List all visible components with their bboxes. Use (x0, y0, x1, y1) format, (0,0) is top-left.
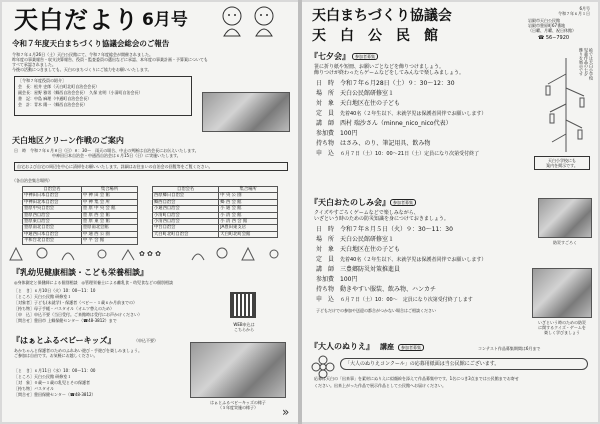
babykids-heading: 『はぁとふるベビーキッズ』 (12, 336, 116, 345)
right-page (302, 2, 598, 422)
coloring-heading: 『大人のぬりえ』 (310, 342, 374, 351)
officer-line: 会 計：青木 陽一（郷西自治会会長） (18, 102, 88, 107)
table-row: 中通西日本自治会 中 通 西 公 園 (23, 231, 138, 237)
tanabata-details (316, 80, 556, 160)
col-header: 集合場所 (219, 187, 278, 193)
col-header: 自治会名 (23, 187, 82, 193)
tanabata-tag: 参加者募集 (352, 53, 378, 60)
table-row: 豊原西自治会 豊 原 西 会 館 (23, 212, 138, 218)
table-row: 豊原南北自治会 豊原南北会館 (23, 225, 138, 231)
coloring-tag: 参加者募集 (398, 344, 424, 351)
qr-code[interactable] (230, 292, 256, 318)
issue-date: 6月号 令和７年６月１日 (558, 6, 590, 16)
school-notice: 天白小学校にも 案内を掲示です。 (534, 156, 590, 170)
detail-row: 講 師 三豊郷防災対策推進員 (316, 266, 401, 273)
contest-period: コンテスト作品募集期間は6月まで (478, 346, 541, 351)
text-line: いざという時のための防災知識を身につけておきましょう。 (314, 216, 449, 223)
consult-heading: 『乳幼児健康相談・こども栄養相談』 (12, 268, 148, 277)
newsletter-title: 天白だより (14, 6, 139, 34)
photo-caption: はぁとふるベビーキッズの様子 （５年度実施の様子） (210, 400, 266, 410)
issue-label: 6月号 (142, 10, 188, 30)
coloring-suffix: 講座 (380, 343, 394, 351)
babykids-photo (190, 342, 286, 398)
otanoshimi-heading: 『天白おたのしみ会』 (310, 198, 390, 207)
detail-row: 講 師 西村 瑞沙さん（minne_nico_nico代表） (316, 120, 452, 127)
detail-line: ［持ち物］バスタオル (14, 386, 54, 391)
text-line: クイズやすごろくゲームなどで楽しみながら、 (314, 210, 419, 216)
tanabata-heading: 『七夕会』 (310, 52, 350, 61)
assembly-table-title: （各自治会集合場所） (12, 178, 52, 183)
table-row: 西原郷日自治会 中 央 公 園 (153, 193, 278, 199)
text-line: 笹に折り紙や短冊、お願いごとなどを飾りつけましょう。 (314, 64, 445, 70)
text-line: ください。出来上がった作品で展示作品として公民館へお届けください。 (314, 383, 446, 388)
officer-line: 副会長：星野 雅男（郷西自治会会長） 久保 宏明（小清町自治会長） (18, 90, 143, 95)
text-line: 令和７年４月26日（土）天白公民館にて、令和７年度総会が開催されました。 (12, 52, 154, 57)
kids-illustration (216, 4, 282, 38)
text-line: すべて承認されました。 (12, 62, 56, 67)
detail-line: ［問合せ］豊田保健センター（☎48-3812） (14, 392, 96, 397)
detail-row: 申 込 ６月７日（土）10：00〜 定員になり次第受付終了します (316, 296, 473, 303)
detail-line: ［対象者］子ども(未就学)・保護者（ベビー・１歳６か月前までの） (14, 300, 137, 305)
detail-line: ［ところ］天白公民館 研修室１ (14, 374, 72, 379)
assembly-table-left (22, 186, 138, 245)
decorative-band (2, 242, 298, 264)
cleanup-heading: 天白地区クリーン作戦のご案内 (12, 136, 124, 145)
detail-line: ［と き］６月10日（火）10：00〜11：10 (14, 288, 96, 293)
detail-line: ［申 込］申込不要（当日受付。ご来館時は受付にお声かけください） (14, 312, 142, 317)
col-header: 集合場所 (81, 187, 137, 193)
detail-line: ［持ち物］母子手帳・バスタオル（オムツ替えのため） (14, 306, 114, 311)
general-meeting-heading: 令和７年度天白まちづくり協議会総会のご報告 (12, 39, 170, 48)
consult-sub: ◎身体測定と保健師による個別相談 ◎管理栄養士による離乳食・幼児食などの個別相談 (14, 280, 173, 285)
table-row: 中神田日本自治会 中 神 田 会 館 (23, 193, 138, 199)
table-row: 小通西自治会 小 通 会 館 (153, 206, 278, 212)
coloring-body (314, 376, 594, 388)
text-line: 中神田日本自治会・中通西自治会は６月15日（日）に実施いたします。 (52, 153, 181, 158)
quiz-photo (532, 268, 592, 318)
detail-row: 申 込 ６月７日（土）10：00〜21日（土）定員になり次第受付終了 (316, 150, 480, 157)
text-line: 応募は天白の「出来事」を素材にぬりえに似顔絵を添えて作品募集中です。1名につき3点までは公民館までお寄せ (314, 376, 519, 381)
sugoroku-caption: 防災すごろく (553, 240, 577, 245)
table-row: 中神田北本自治会 中 神 集 会 所 (23, 199, 138, 205)
quiz-caption: いざという時のための防災 に関するクイズ・ゲームを 楽しく学びましょう (538, 320, 586, 335)
otanoshimi-tag: 参加者募集 (390, 199, 416, 206)
detail-row: 日 時 令和７年８月５日（火）９：30〜11：30 (316, 226, 453, 233)
babykids-body (14, 348, 174, 358)
sugoroku-photo (538, 198, 592, 238)
hall-name: 天 白 公 民 館 (312, 28, 438, 44)
text-line: 昨年度の事業報告・収支決算報告、役員・監査委員の選出などに承認、本年度の事業計画・予算案についても (12, 57, 208, 62)
text-line: ご参加は自由です。お気軽にお越しください。 (14, 353, 98, 358)
detail-row: 参加費 100円 (316, 130, 358, 137)
otanoshimi-details (316, 226, 556, 306)
detail-row: 対 象 天白地区在住の子ども (316, 246, 401, 253)
detail-row: 対 象 天白地区在住の子ども (316, 100, 401, 107)
table-row: 豊原東自治会 豊 原 東 会 館 (23, 219, 138, 225)
table-row: 平和台北自治会 中 平 会 館 (23, 238, 138, 244)
detail-row: 日 時 令和７年６月28日（土）９：30〜12：30 (316, 80, 455, 87)
consult-details (14, 288, 220, 323)
table-row: 小清町自治会 小 清 会 館 (153, 212, 278, 218)
officer-line: 書 記：中島 麻理（中通町自治会会長） (18, 96, 92, 101)
vertical-note: 絵では天白小学校 児童作品の七夕 飾りを展示です (579, 48, 594, 80)
hall-address: 岩殿市天白公民館 岩殿市豊原町67番地 （日曜、月曜、祝日休館） (528, 18, 576, 33)
officers-title: ［令和７年度役員の紹介］ (18, 78, 66, 83)
assembly-table-right (152, 186, 278, 238)
coloring-invite-box: 「大人のぬりえコンクール」の応募用紙面は当公民館にございます。 (340, 358, 588, 370)
text-line: 日 時 令和７年６月８日（日）８：30〜 雨天の場合、中止の判断は自治会長にお伝えいたします。 (14, 148, 199, 153)
text-line: 飾りつけが終わったらゲームなどをしてみんなで楽しみましょう。 (314, 70, 464, 77)
table-row: 天白町北町自治会 天白町北町会館 (153, 231, 278, 237)
babykids-details (14, 368, 174, 397)
table-row: 中台自治会 JA豊田東支店 (153, 225, 278, 231)
officer-line: 会 長：松井 史郎（天白町北町自治会会長） (18, 84, 100, 89)
general-meeting-body (12, 52, 294, 72)
babykids-note: （申込不要） (134, 338, 158, 343)
detail-line: ［対 象］０歳〜１歳の乳児とその保護者 (14, 380, 90, 385)
text-line: 今後の活動につきましても、天白のまちづくりにご協力をお願いいたします。 (12, 67, 152, 72)
table-row: 豊原中央自治会 豊 原 中 央 会 館 (23, 206, 138, 212)
svg-text:✿ ✿ ✿: ✿ ✿ ✿ (138, 250, 162, 258)
meeting-photo (202, 92, 290, 132)
detail-row: 定 員 先着40名（２年生以下、未就学児は保護者同伴でお願いします） (316, 110, 487, 117)
left-page (2, 2, 298, 422)
qr-caption: WEB申込は こちらから (233, 322, 255, 332)
tanabata-intro (314, 64, 544, 76)
officers-box (14, 76, 192, 116)
detail-line: ［と き］６月11日（水）10：00〜11：00 (14, 368, 96, 373)
otanoshimi-intro (314, 210, 544, 222)
table-row: 郷西自治会 郷 西 会 館 (153, 199, 278, 205)
text-line: あかちゃんと保護者のためのふれあい遊び・手遊びを楽しみましょう。 (14, 348, 142, 353)
hall-phone: ☎ 56−7920 (538, 35, 570, 41)
detail-row: 参加費 100円 (316, 276, 358, 283)
detail-line: ［問合せ］豊田市 上郷保健センター（☎48-3812）まで (14, 318, 117, 323)
detail-row: 持ち物 はさみ、のり、筆記用具、飲み物 (316, 140, 431, 147)
council-name: 天白まちづくり協議会 (312, 8, 452, 24)
detail-line: ［ところ］天白公民館 研修室１ (14, 294, 72, 299)
cleanup-body (14, 148, 296, 158)
detail-row: 場 所 天白公民館研修室１ (316, 90, 395, 97)
detail-row: 定 員 先着40名（２年生以下、未就学児は保護者同伴でお願いします） (316, 256, 487, 263)
cleanup-notice: 自宅および自宅の周辺を中心に清掃をお願いいたします。詳細はお住まいの自治会の回覧等をご覧ください。 (14, 162, 288, 171)
otanoshimi-extra: 子どもだけでの参加や送迎の都合がつかない場合はご相談ください (316, 308, 436, 313)
detail-row: 場 所 天白公民館研修室１ (316, 236, 395, 243)
chevron-icon: » (282, 405, 290, 419)
col-header: 自治会名 (153, 187, 219, 193)
detail-row: 持ち物 動きやすい服装、飲み物、ハンカチ (316, 286, 437, 293)
table-row: 小清西自治会 小 清 西 会 館 (153, 219, 278, 225)
